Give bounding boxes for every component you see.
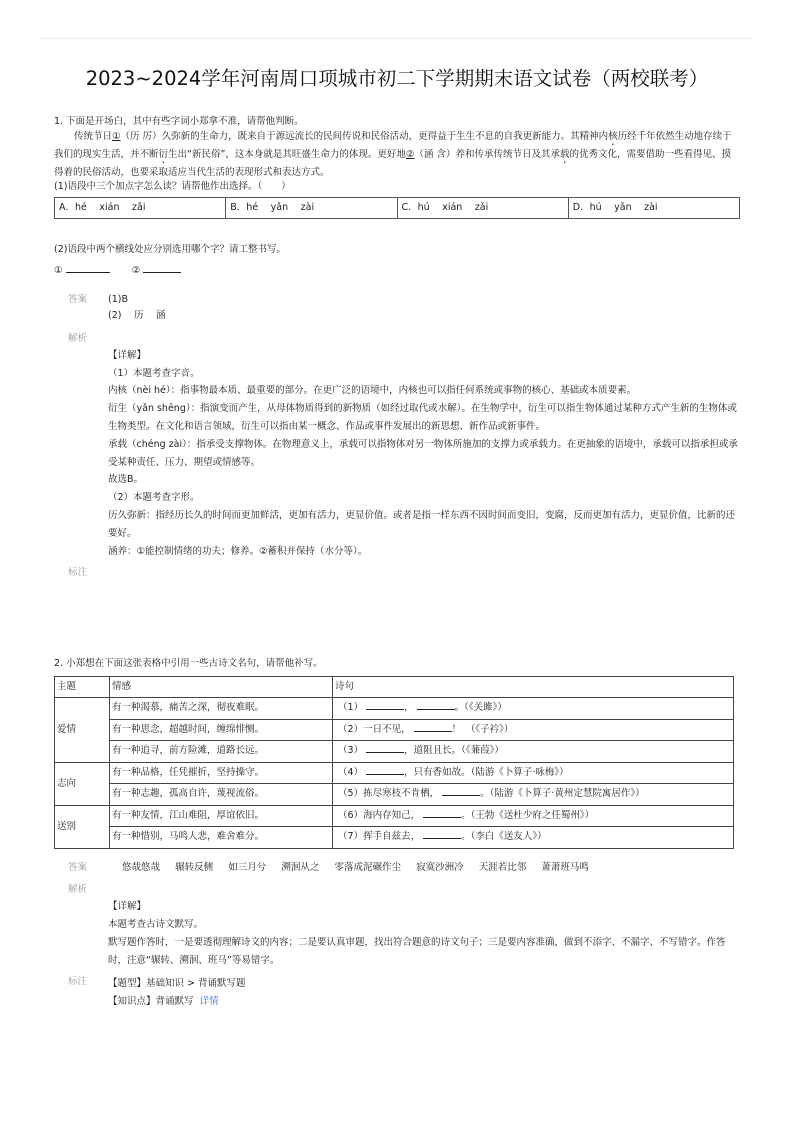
- passage-text: 的优秀文化，需要借助一些看得见、摸得着的民俗活动，也要采取适应当代生活的表现形式和表达方式。: [54, 148, 731, 178]
- details-link[interactable]: 详情: [199, 996, 219, 1008]
- q2-note-row: [54, 975, 740, 1011]
- analysis-line: 承载（chéng zài）：指承受支撑物体。在物理意义上，承载可以指物体对另一物体所施加的支撑力或承载力。在更抽象的语境中，承载可以指承担或承受某种责任、压力、期望或情感等。: [108, 438, 738, 468]
- analysis-label: 解析: [68, 884, 88, 896]
- blank-1-mark: ①: [112, 130, 121, 142]
- fill-1-label: ①: [54, 264, 63, 276]
- analysis-line: 衍生（yǎn shēng）：指演变而产生，从母体物质得到的新物质（如经过取代或水解）。在生物学中，衍生可以指生物体通过某种方式产生新的生物体或生物类型。在文化和语言领域，衍生可以指由某一概念、作品或事件发展出的新思想、新作品或新事件。: [108, 403, 737, 432]
- passage-text: 传统节日: [74, 130, 113, 142]
- q2-analysis-label-row: [54, 883, 740, 898]
- dotted-char-yan: 衍: [158, 148, 169, 160]
- q1-stem: 1. 下面是开场白，其中有些字词小郑拿不准，请帮他判断。: [54, 116, 304, 127]
- choice-table: [54, 197, 740, 219]
- fill-2-label: ②: [131, 264, 141, 276]
- poem-blank[interactable]: [414, 721, 452, 732]
- blank-2-mark: ②: [405, 148, 415, 160]
- poem-blank[interactable]: [423, 807, 461, 818]
- passage-text: 历经千年依然生动地存续于我们的现实生活，并不断: [54, 130, 732, 160]
- q1-analysis-label-row: [54, 332, 740, 347]
- poem-blank[interactable]: [442, 785, 480, 796]
- table-row: [55, 719, 734, 741]
- choice-c[interactable]: C．hú xián zǎi: [398, 198, 569, 218]
- answer-item: 零落成泥碾作尘: [334, 861, 402, 873]
- question-2: [54, 657, 740, 1011]
- table-row: [55, 784, 734, 806]
- note-label: 标注: [68, 567, 88, 579]
- table-row: [55, 827, 734, 849]
- poem-cell: （4） ，只有香如故。（陆游《卜算子·咏梅》）: [333, 762, 734, 784]
- q1-analysis-row: [54, 347, 740, 561]
- answer-item: 辗转反侧: [175, 861, 214, 873]
- note-label: 标注: [68, 976, 88, 988]
- q1-fill-line: [54, 262, 740, 279]
- answer-item: 天涯若比邻: [478, 861, 527, 873]
- header-theme: 主题: [55, 676, 110, 698]
- poem-cell: （7）挥手自兹去， 。（李白《送友人》）: [333, 827, 734, 849]
- poem-blank[interactable]: [366, 764, 404, 775]
- analysis-line: （1）本题考查字音。: [108, 367, 200, 379]
- dotted-char-zai: 载: [559, 148, 570, 160]
- emotion-cell: 有一种追寻，前方险滩，道路长远。: [110, 741, 333, 763]
- detail-title: 【详解】: [108, 901, 147, 913]
- answer-item: 如三月兮: [228, 861, 267, 873]
- choice-d[interactable]: D．hú yǎn zài: [572, 202, 658, 214]
- analysis-line: 涵养：①能控制情绪的功夫；修养。②蓄积并保持（水分等）。: [108, 545, 368, 557]
- q1-passage: [54, 130, 740, 181]
- analysis-line: 内核（nèi hé）：指事物最本质、最重要的部分。在更广泛的语境中，内核也可以指任何系统或事物的核心、基础或本质要素。: [108, 385, 637, 397]
- theme-cell: 志向: [55, 762, 110, 805]
- header-emotion: 情感: [110, 676, 333, 698]
- poem-table: [54, 676, 734, 849]
- answer-item: 溯洄从之: [281, 861, 320, 873]
- page-title: 2023~2024学年河南周口项城市初二下学期期末语文试卷（两校联考）: [85, 67, 709, 90]
- poem-blank[interactable]: [417, 699, 455, 710]
- passage-text: （历 厉）久弥新的生命力，既来自于源远流长的民间传说和民俗活动，更得益于生生不息的自我更新能力。其精神内: [120, 130, 609, 142]
- answer-item: 萧萧班马鸣: [541, 861, 589, 873]
- answer-1: (1)B: [108, 293, 128, 305]
- poem-blank[interactable]: [423, 828, 461, 839]
- q2-stem: 2. 小郑想在下面这张表格中引用一些古诗文名句，请帮他补写。: [54, 658, 323, 669]
- emotion-cell: 有一种思念，超越时间，缠绵悱恻。: [110, 719, 333, 741]
- analysis-line: 本题考查古诗文默写。: [108, 918, 204, 930]
- tag-knowledge-point: 【知识点】背诵默写 详情: [108, 996, 219, 1008]
- analysis-line: 历久弥新：指经历长久的时间而更加鲜活，更加有活力，更显价值。或者是指一样东西不因时间而变旧，变腐，反而更加有活力，更显价值，比新的还要好。: [108, 509, 736, 539]
- q1-sub2: (2)语段中两个横线处应分别选用哪个字？请工整书写。: [54, 244, 286, 256]
- q1-note-row: [54, 566, 740, 581]
- q1-answer-row: [54, 293, 740, 324]
- choice-a[interactable]: A．hé xián zǎi: [55, 198, 226, 218]
- table-row: [55, 741, 734, 763]
- table-row: [55, 698, 734, 720]
- poem-cell: （2）一日不见， ！ （《子衿》）: [333, 719, 734, 741]
- fill-1-blank[interactable]: [66, 262, 110, 273]
- choice-b[interactable]: B．hé yǎn zài: [226, 198, 397, 218]
- poem-blank[interactable]: [366, 742, 404, 753]
- q2-analysis-row: [54, 898, 740, 969]
- analysis-label: 解析: [68, 333, 88, 345]
- emotion-cell: 有一种渴慕，痛苦之深，彻夜难眠。: [110, 698, 333, 720]
- emotion-cell: 有一种志趣，孤高自许，蔑视流俗。: [110, 784, 333, 806]
- analysis-line: （2）本题考查字形。: [108, 492, 200, 504]
- answer-item: 悠哉悠哉: [122, 861, 161, 873]
- top-divider: [40, 38, 754, 39]
- theme-cell: 爱情: [55, 698, 110, 763]
- answer-label: 答案: [68, 293, 88, 305]
- detail-title: 【详解】: [108, 349, 147, 361]
- emotion-cell: 有一种品格，任凭摧折，坚持操守。: [110, 762, 333, 784]
- passage-text: （涵 含）养和传承传统节日及其承: [414, 148, 560, 160]
- analysis-line: 默写题作答时，一是要透彻理解诗文的内容；二是要认真审题，找出符合题意的诗文句子；三是要内容准确，做到不添字、不漏字、不写错字。作答时，注意“辗转、溯洄、班马”等易错字。: [108, 936, 726, 966]
- q2-answer-row: [54, 861, 740, 876]
- tag-question-type: 【题型】基础知识 > 背诵默写题: [108, 978, 246, 990]
- table-header-row: [55, 676, 734, 698]
- poem-cell: （1） ， 。（《关雎》）: [333, 698, 734, 720]
- emotion-cell: 有一种惜别，马鸣人悲，难舍难分。: [110, 827, 333, 849]
- theme-cell: 送别: [55, 805, 110, 848]
- answer-2: (2) 历 涵: [108, 310, 166, 322]
- q1-sub1: (1)语段中三个加点字怎么读？请帮他作出选择。（ ）: [54, 181, 291, 193]
- table-row: [55, 805, 734, 827]
- question-1: [54, 115, 740, 581]
- answer-item: 寂寞沙洲冷: [416, 861, 464, 873]
- fill-2-blank[interactable]: [143, 262, 181, 273]
- dotted-char-he: 核: [608, 130, 618, 142]
- header-poem: 诗句: [333, 676, 734, 698]
- poem-cell: （3） ，道阻且长。（《蒹葭》）: [333, 741, 734, 763]
- poem-cell: （6）海内存知己， 。（王勃《送杜少府之任蜀州》）: [333, 805, 734, 827]
- table-row: [55, 762, 734, 784]
- answer-label: 答案: [68, 861, 88, 873]
- emotion-cell: 有一种友情，江山难阻，厚谊依旧。: [110, 805, 333, 827]
- analysis-line: 故选B。: [108, 474, 144, 486]
- passage-text: 生出“新民俗”，这本身就是其旺盛生命力的体现。更好地: [168, 148, 406, 160]
- poem-blank[interactable]: [366, 699, 404, 710]
- poem-cell: （5）拣尽寒枝不肯栖， 。（陆游《卜算子·黄州定慧院寓居作》）: [333, 784, 734, 806]
